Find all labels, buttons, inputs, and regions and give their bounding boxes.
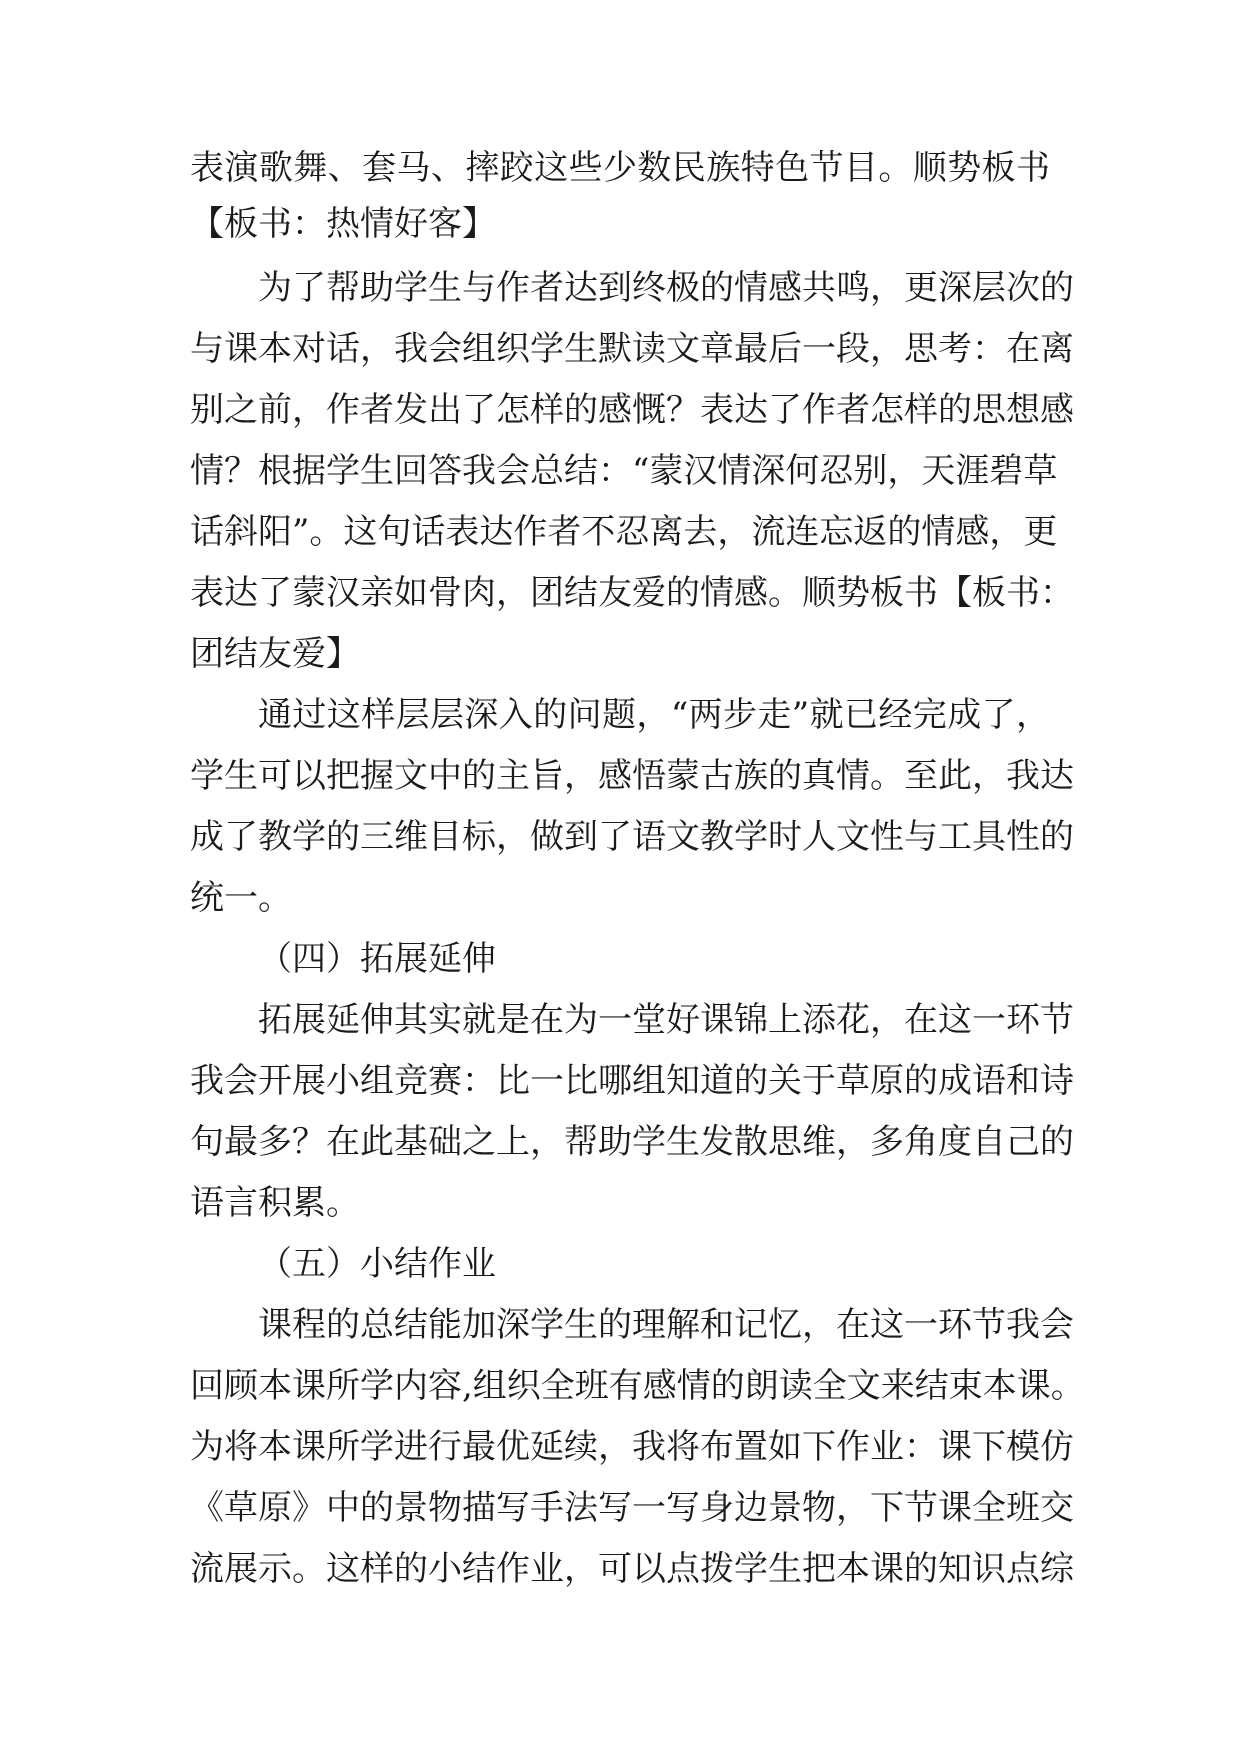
text-line: 别之前，作者发出了怎样的感慨？表达了作者怎样的思想感 <box>190 390 1074 430</box>
text-line: 【板书：热情好客】 <box>190 204 496 244</box>
text-line: 统一。 <box>190 878 292 918</box>
paragraph-first-line: 课程的总结能加深学生的理解和记忆，在这一环节我会 <box>258 1305 1074 1345</box>
paragraph-first-line: 为了帮助学生与作者达到终极的情感共鸣，更深层次的 <box>258 268 1074 308</box>
text-line: 流展示。这样的小结作业，可以点拨学生把本课的知识点综 <box>190 1549 1074 1589</box>
text-line: 团结友爱】 <box>190 634 360 674</box>
paragraph-first-line: 拓展延伸其实就是在为一堂好课锦上添花，在这一环节 <box>258 1000 1074 1040</box>
text-line: 我会开展小组竞赛：比一比哪组知道的关于草原的成语和诗 <box>190 1061 1074 1101</box>
text-line: 语言积累。 <box>190 1183 360 1223</box>
text-line: 话斜阳”。这句话表达作者不忍离去，流连忘返的情感，更 <box>190 512 1058 552</box>
text-line: 与课本对话，我会组织学生默读文章最后一段，思考：在离 <box>190 329 1074 369</box>
section-heading: （四）拓展延伸 <box>258 939 496 979</box>
text-line: 情？根据学生回答我会总结：“蒙汉情深何忍别，天涯碧草 <box>190 451 1058 491</box>
text-line: 表演歌舞、套马、摔跤这些少数民族特色节目。顺势板书 <box>190 148 1050 188</box>
text-line: 为将本课所学进行最优延续，我将布置如下作业：课下模仿 <box>190 1427 1074 1467</box>
section-heading: （五）小结作业 <box>258 1244 496 1284</box>
text-line: 回顾本课所学内容,组织全班有感情的朗读全文来结束本课。 <box>190 1366 1085 1406</box>
text-line: 成了教学的三维目标，做到了语文教学时人文性与工具性的 <box>190 817 1074 857</box>
text-line: 学生可以把握文中的主旨，感悟蒙古族的真情。至此，我达 <box>190 756 1074 796</box>
text-line: 《草原》中的景物描写手法写一写身边景物，下节课全班交 <box>190 1488 1074 1528</box>
paragraph-first-line: 通过这样层层深入的问题，“两步走”就已经完成了， <box>258 695 1050 735</box>
text-line: 句最多？在此基础之上，帮助学生发散思维，多角度自己的 <box>190 1122 1074 1162</box>
text-line: 表达了蒙汉亲如骨肉，团结友爱的情感。顺势板书【板书： <box>190 573 1074 613</box>
